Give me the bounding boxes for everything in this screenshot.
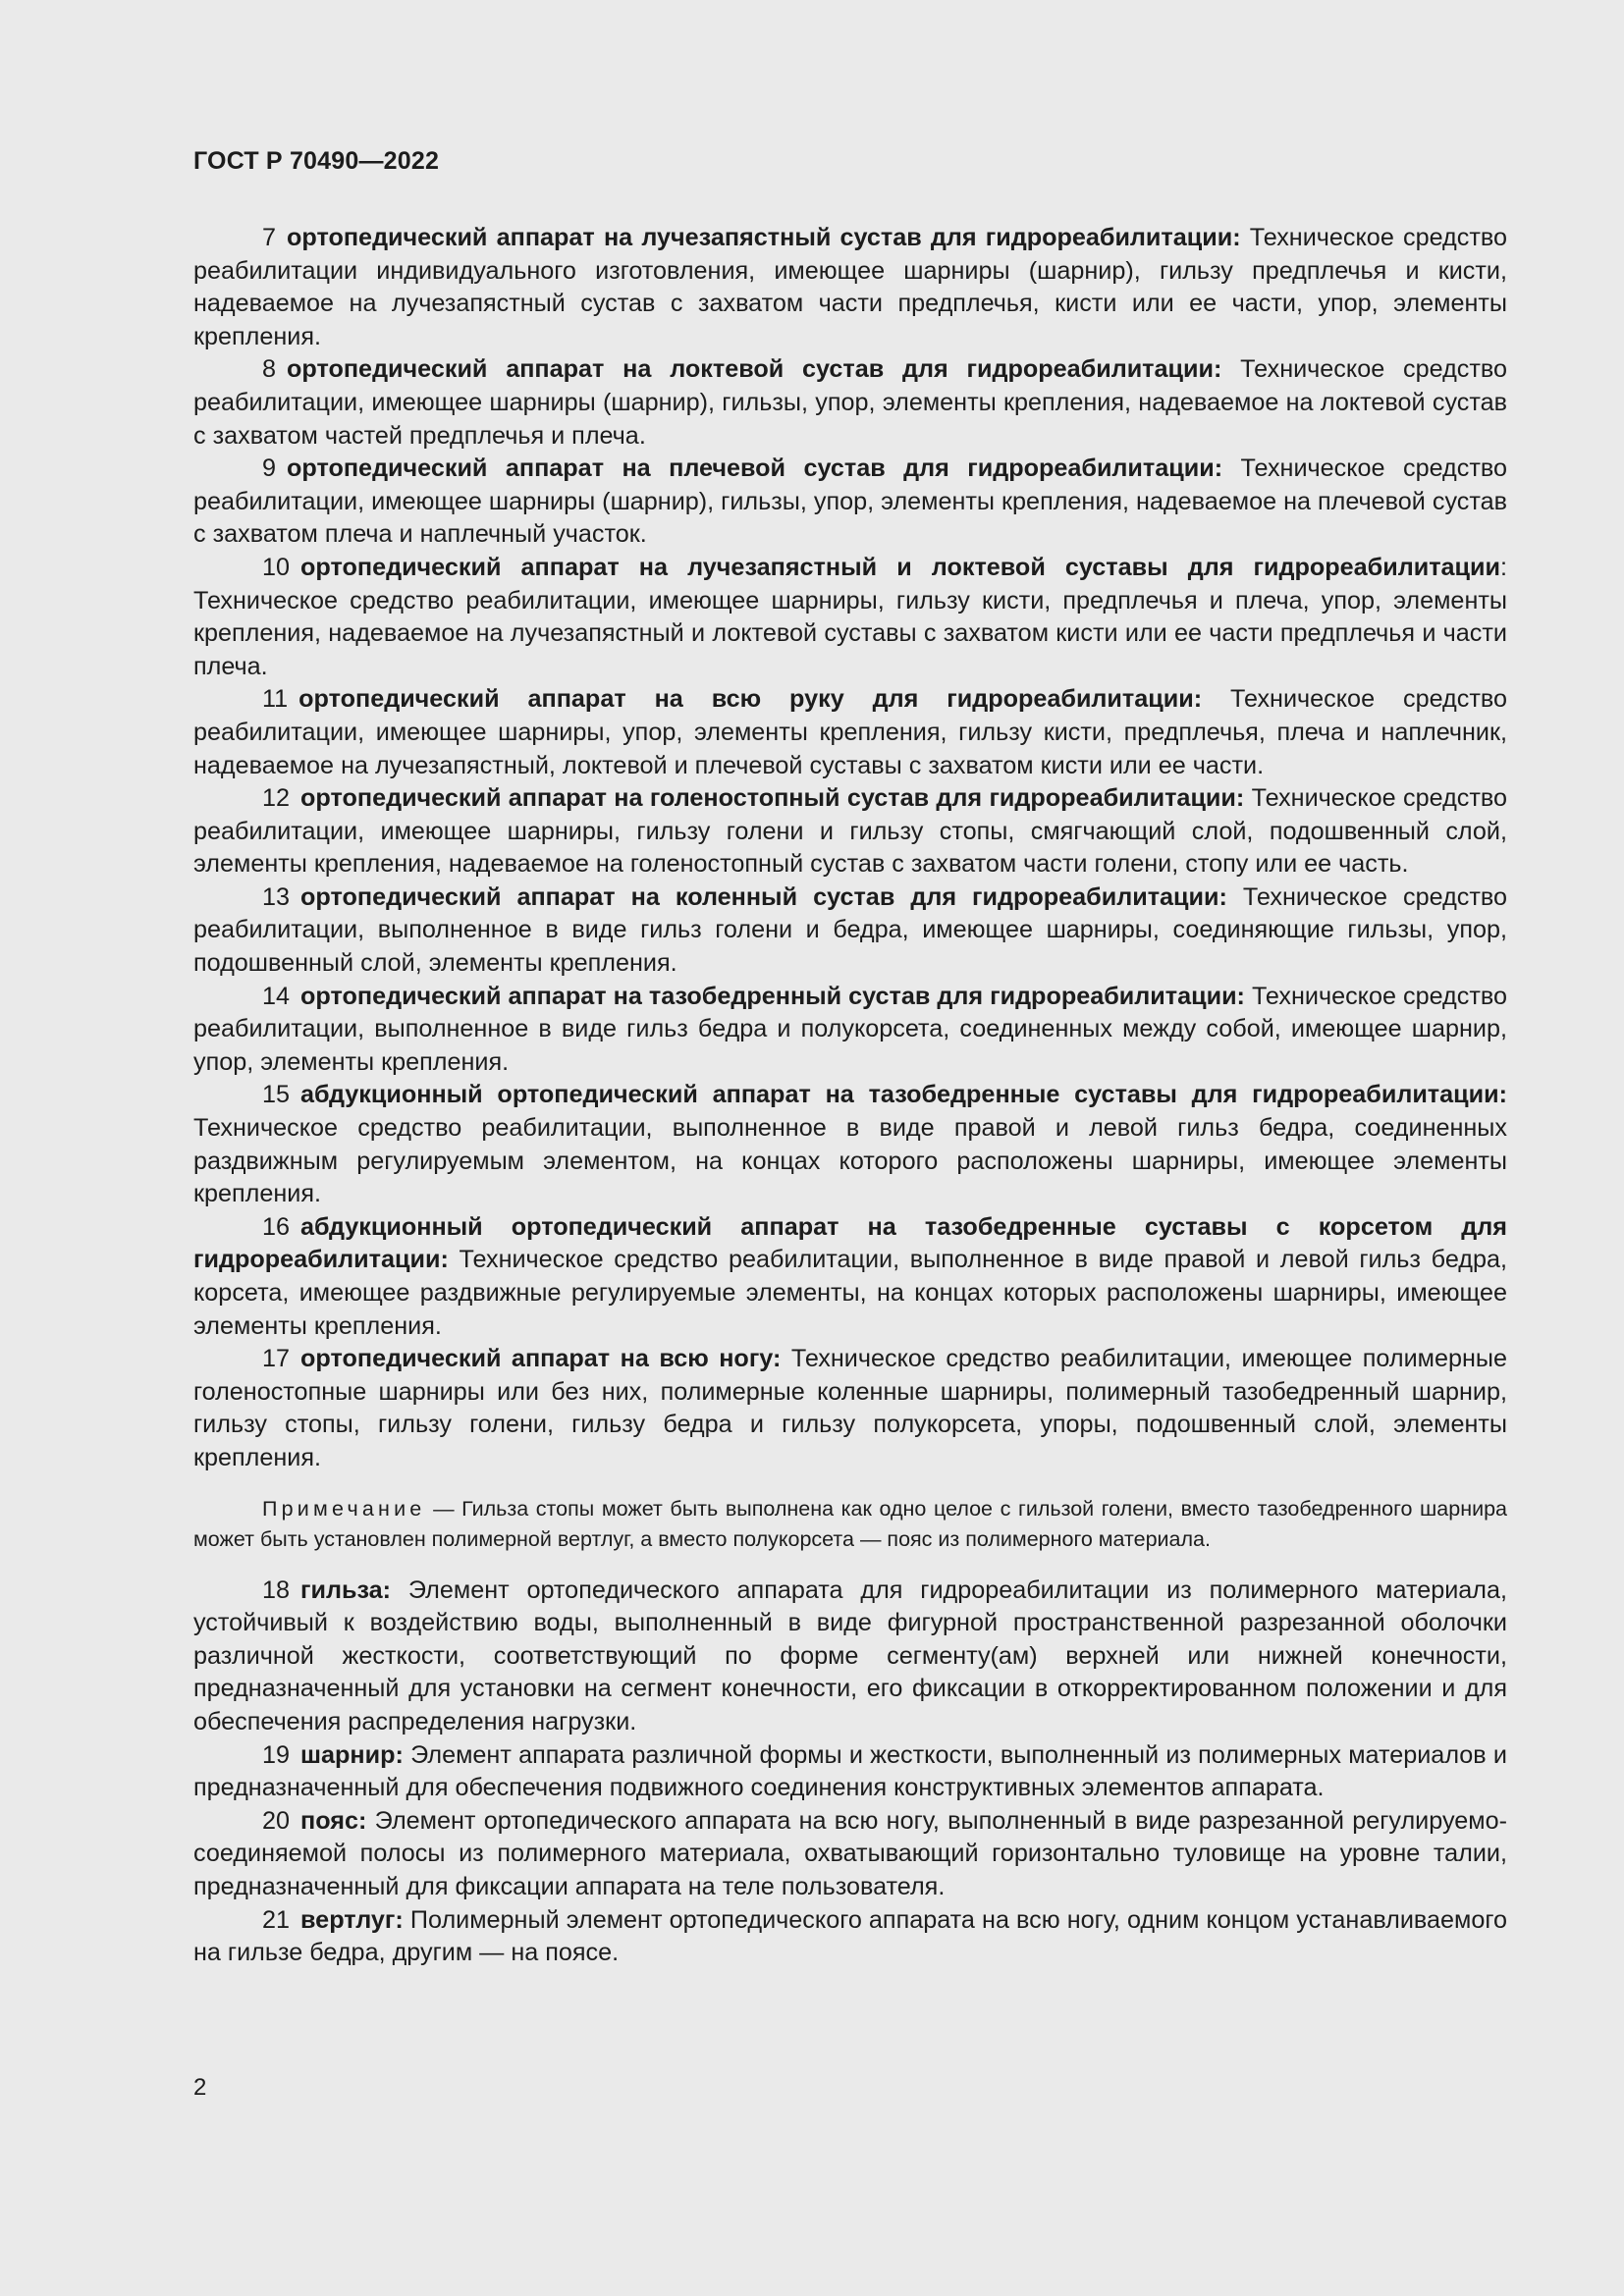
term-entry-11 xyxy=(193,683,1507,782)
term-number: 11 xyxy=(262,685,289,714)
term-definition: Техническое средство реабилитации, имеющее шарниры, гильзу голени и гильзу стопы, смягчающий слой, подошвенный слой, элементы крепления, надеваемое на голеностопный сустав с захватом части голени, стопу или ее часть. xyxy=(193,784,1508,879)
term-number: 19 xyxy=(262,1740,291,1769)
term-number: 17 xyxy=(262,1345,291,1373)
term-entry-17 xyxy=(193,1343,1507,1474)
term-title: вертлуг: xyxy=(300,1905,404,1934)
term-entry-21 xyxy=(193,1904,1507,1970)
term-entry-19 xyxy=(193,1739,1507,1805)
term-entry-10 xyxy=(193,552,1507,683)
term-title: ортопедический аппарат на лучезапястный и локтевой суставы для гидрореабилитации xyxy=(300,553,1500,581)
term-entry-20 xyxy=(193,1805,1507,1904)
term-title: шарнир: xyxy=(300,1740,404,1769)
term-entry-7 xyxy=(193,222,1507,353)
document-header: ГОСТ Р 70490—2022 xyxy=(193,147,440,175)
note-block xyxy=(193,1494,1507,1555)
term-number: 20 xyxy=(262,1806,291,1835)
term-number: 14 xyxy=(262,982,291,1010)
term-definition: Техническое средство реабилитации, выполненное в виде гильз голени и бедра, имеющее шарниры, соединяющие гильзы, упор, подошвенный слой, элементы крепления. xyxy=(193,882,1507,978)
term-number: 13 xyxy=(262,882,291,911)
term-entry-8 xyxy=(193,353,1507,453)
term-definition: Техническое средство реабилитации, имеющее полимерные голеностопные шарниры или без них, полимерные коленные шарниры, полимерный тазобедренный шарнир, гильзу стопы, гильзу голени, гильзу бедра и гильзу полукорсета, упоры, подошвенный слой, элементы крепления. xyxy=(193,1345,1507,1471)
term-title: ортопедический аппарат на плечевой сустав для гидрореабилитации: xyxy=(287,454,1223,483)
term-entry-14 xyxy=(193,981,1507,1080)
term-title: ортопедический аппарат на голеностопный сустав для гидрореабилитации: xyxy=(300,784,1245,813)
term-title: ортопедический аппарат на всю ногу: xyxy=(300,1345,782,1373)
term-definition: : Техническое средство реабилитации, имеющее шарниры, гильзу кисти, предплечья и плеча, упор, элементы крепления, надеваемое на лучезапястный и локтевой суставы с захватом кисти или ее части предплечья и части плеча. xyxy=(193,553,1507,680)
term-number: 12 xyxy=(262,784,291,813)
term-title: абдукционный ортопедический аппарат на тазобедренные суставы для гидрореабилитации: xyxy=(300,1081,1507,1109)
term-definition: Техническое средство реабилитации индивидуального изготовления, имеющее шарниры (шарнир), гильзу предплечья и кисти, надеваемое на лучезапястный сустав с захватом части предплечья, кисти или ее части, упор, элементы крепления. xyxy=(193,224,1507,350)
page-number: 2 xyxy=(193,2074,207,2101)
term-entry-13 xyxy=(193,881,1507,981)
term-entry-9 xyxy=(193,453,1507,552)
term-number: 21 xyxy=(262,1905,291,1934)
term-number: 10 xyxy=(262,553,291,581)
term-title: абдукционный ортопедический аппарат на тазобедренные суставы с корсетом для гидрореабилитации: xyxy=(193,1212,1507,1274)
term-definition: Элемент ортопедического аппарата на всю ногу, выполненный в виде разрезанной регулируемо-соединяемой полосы из полимерного материала, охватывающий горизонтально туловище на уровне талии, предназначенный для фиксации аппарата на теле пользователя. xyxy=(193,1806,1507,1900)
term-number: 15 xyxy=(262,1081,291,1109)
terms-list-before-note xyxy=(193,222,1507,1475)
term-definition: Техническое средство реабилитации, имеющее шарниры (шарнир), гильзы, упор, элементы крепления, надеваемое на плечевой сустав с захватом плеча и наплечный участок. xyxy=(193,454,1507,549)
term-definition: Техническое средство реабилитации, имеющее шарниры, упор, элементы крепления, гильзу кисти, предплечья, плеча и наплечник, надеваемое на лучезапястный, локтевой и плечевой суставы с захватом кисти или ее части. xyxy=(193,685,1507,779)
term-definition: Элемент ортопедического аппарата для гидрореабилитации из полимерного материала, устойчивый к воздействию воды, выполненный в виде фигурной пространственной разрезанной оболочки различной жесткости, соответствующий по форме сегменту(ам) верхней или нижней конечности, предназначенный для установки на сегмент конечности, его фиксации в откорректированном положении и для обеспечения распределения нагрузки. xyxy=(193,1575,1507,1735)
term-definition: Техническое средство реабилитации, выполненное в виде правой и левой гильз бедра, корсета, имеющее раздвижные регулируемые элементы, на концах которых расположены шарниры, имеющее элементы крепления. xyxy=(193,1246,1507,1340)
term-number: 18 xyxy=(262,1575,291,1604)
note-label: Примечание xyxy=(262,1496,426,1521)
term-number: 16 xyxy=(262,1212,291,1241)
note-text: — Гильза стопы может быть выполнена как одно целое с гильзой голени, вместо тазобедренного шарнира может быть установлен полимерной вертлуг, а вместо полукорсета — пояс из полимерного материала. xyxy=(193,1496,1507,1551)
term-title: ортопедический аппарат на коленный сустав для гидрореабилитации: xyxy=(300,882,1227,911)
term-definition: Элемент аппарата различной формы и жесткости, выполненный из полимерных материалов и предназначенный для обеспечения подвижного соединения конструктивных элементов аппарата. xyxy=(193,1740,1507,1802)
term-definition: Полимерный элемент ортопедического аппарата на всю ногу, одним концом устанавливаемого на гильзе бедра, другим — на поясе. xyxy=(193,1905,1507,1967)
term-title: ортопедический аппарат на локтевой сустав для гидрореабилитации: xyxy=(287,355,1222,384)
terms-list-after-note xyxy=(193,1575,1507,1970)
document-body xyxy=(193,222,1507,1970)
term-title: ортопедический аппарат на всю руку для гидрореабилитации: xyxy=(298,685,1203,714)
term-definition: Техническое средство реабилитации, выполненное в виде гильз бедра и полукорсета, соединенных между собой, имеющее шарнир, упор, элементы крепления. xyxy=(193,982,1507,1076)
term-entry-15 xyxy=(193,1079,1507,1210)
term-definition: Техническое средство реабилитации, имеющее шарниры (шарнир), гильзы, упор, элементы крепления, надеваемое на локтевой сустав с захватом частей предплечья и плеча. xyxy=(193,355,1507,450)
term-title: ортопедический аппарат на лучезапястный сустав для гидрореабилитации: xyxy=(287,224,1241,251)
term-entry-16 xyxy=(193,1211,1507,1343)
term-number: 9 xyxy=(262,454,277,483)
term-entry-12 xyxy=(193,782,1507,881)
term-definition: Техническое средство реабилитации, выполненное в виде правой и левой гильз бедра, соединенных раздвижным регулируемым элементом, на концах которого расположены шарниры, имеющее элементы крепления. xyxy=(193,1114,1507,1208)
term-title: пояс: xyxy=(300,1806,367,1835)
term-number: 8 xyxy=(262,355,277,384)
term-title: ортопедический аппарат на тазобедренный сустав для гидрореабилитации: xyxy=(300,982,1245,1010)
term-title: гильза: xyxy=(300,1575,392,1604)
term-entry-18 xyxy=(193,1575,1507,1739)
term-number: 7 xyxy=(262,224,277,251)
